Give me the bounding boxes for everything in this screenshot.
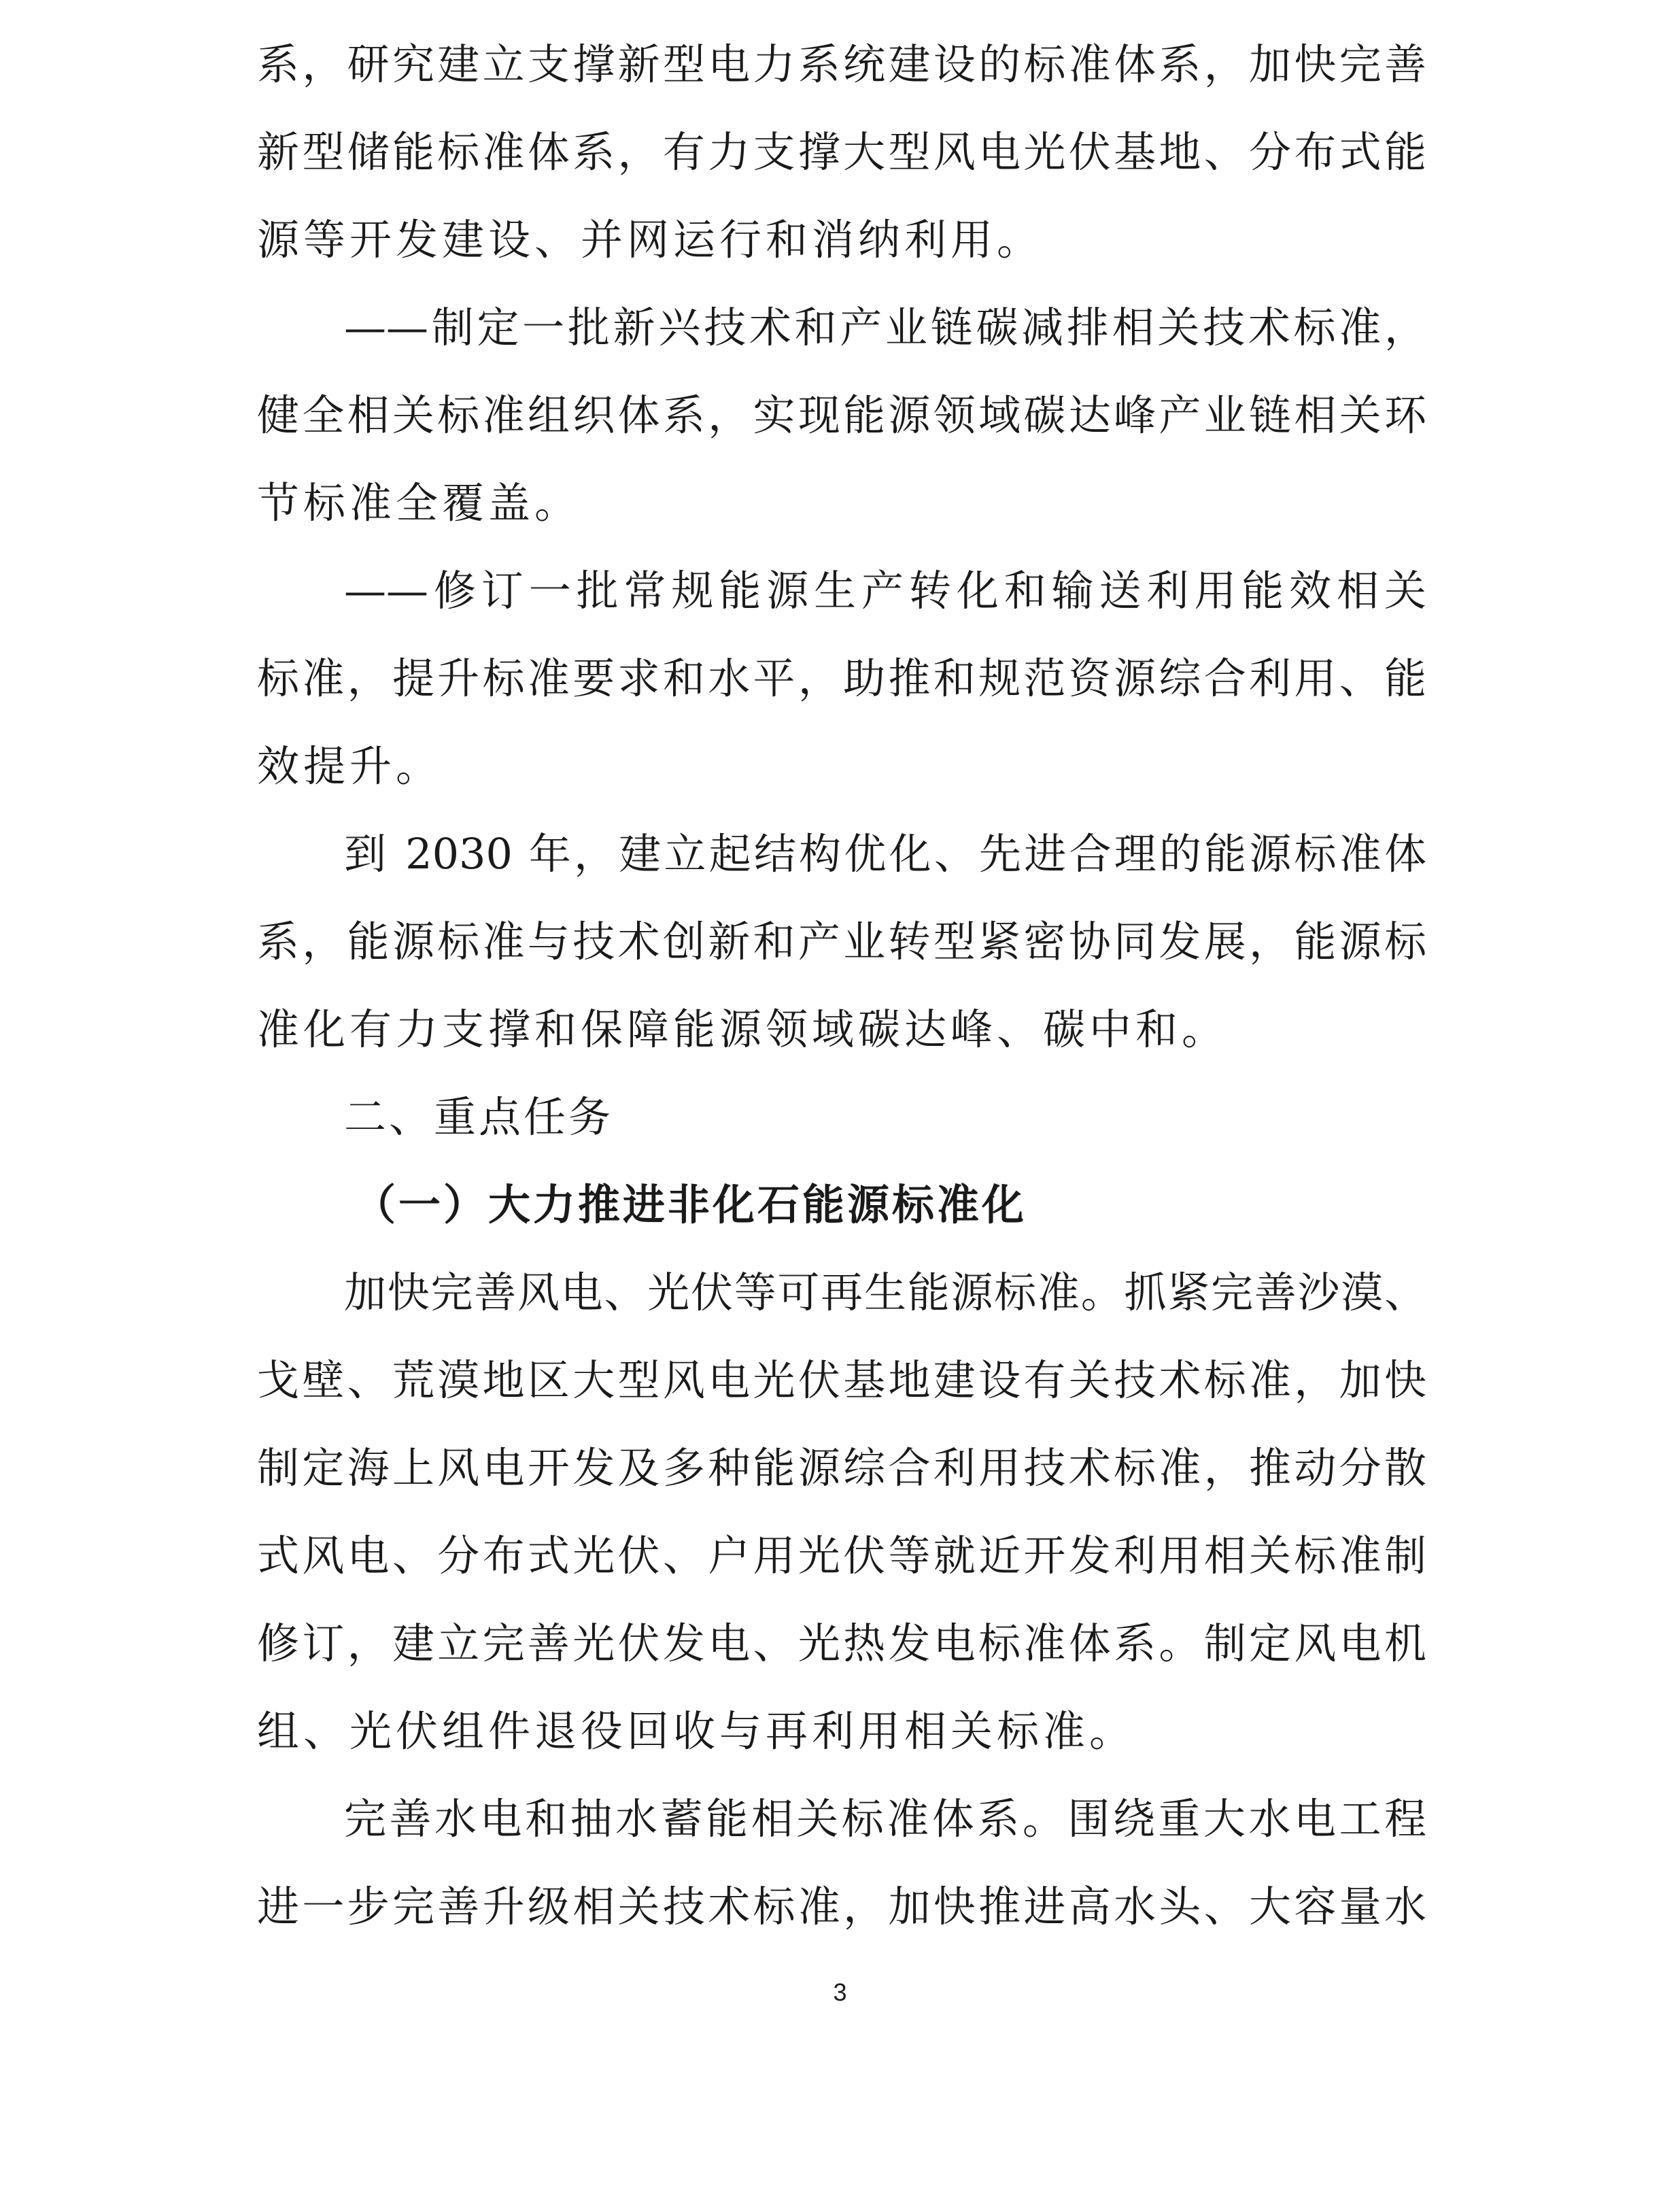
paragraph-line: 加快完善风电、光伏等可再生能源标准。抓紧完善沙漠、 (344, 1268, 1426, 1317)
paragraph-line: 系，能源标准与技术创新和产业转型紧密协同发展，能源标 (257, 917, 1426, 966)
paragraph-line: 健全相关标准组织体系，实现能源领域碳达峰产业链相关环 (257, 390, 1426, 440)
paragraph-line: 节标准全覆盖。 (257, 478, 581, 528)
subsection-heading: （一）大力推进非化石能源标准化 (354, 1180, 1027, 1230)
paragraph-line: 到 2030 年，建立起结构优化、先进合理的能源标准体 (344, 829, 1426, 879)
paragraph-line: 源等开发建设、并网运行和消纳利用。 (257, 215, 1044, 265)
paragraph-line: ——修订一批常规能源生产转化和输送利用能效相关 (344, 566, 1426, 615)
paragraph-line: 效提升。 (257, 741, 443, 791)
paragraph-line: 式风电、分布式光伏、户用光伏等就近开发利用相关标准制 (257, 1531, 1426, 1580)
paragraph-line: 准化有力支撑和保障能源领域碳达峰、碳中和。 (257, 1004, 1229, 1054)
paragraph-line: 制定海上风电开发及多种能源综合利用技术标准，推动分散 (257, 1443, 1426, 1493)
paragraph-line: 新型储能标准体系，有力支撑大型风电光伏基地、分布式能 (257, 127, 1426, 177)
section-heading: 二、重点任务 (344, 1092, 614, 1142)
paragraph-line: 系，研究建立支撑新型电力系统建设的标准体系，加快完善 (257, 39, 1426, 89)
paragraph-line: 标准，提升标准要求和水平，助推和规范资源综合利用、能 (257, 654, 1426, 703)
paragraph-line: 修订，建立完善光伏发电、光热发电标准体系。制定风电机 (257, 1619, 1426, 1668)
paragraph-line: 进一步完善升级相关技术标准，加快推进高水头、大容量水 (257, 1882, 1426, 1931)
paragraph-line: ——制定一批新兴技术和产业链碳减排相关技术标准， (344, 303, 1426, 352)
paragraph-line: 组、光伏组件退役回收与再利用相关标准。 (257, 1706, 1136, 1756)
paragraph-line: 完善水电和抽水蓄能相关标准体系。围绕重大水电工程 (344, 1794, 1426, 1844)
paragraph-line: 戈壁、荒漠地区大型风电光伏基地建设有关技术标准，加快 (257, 1355, 1426, 1405)
page-number: 3 (833, 1978, 847, 2006)
